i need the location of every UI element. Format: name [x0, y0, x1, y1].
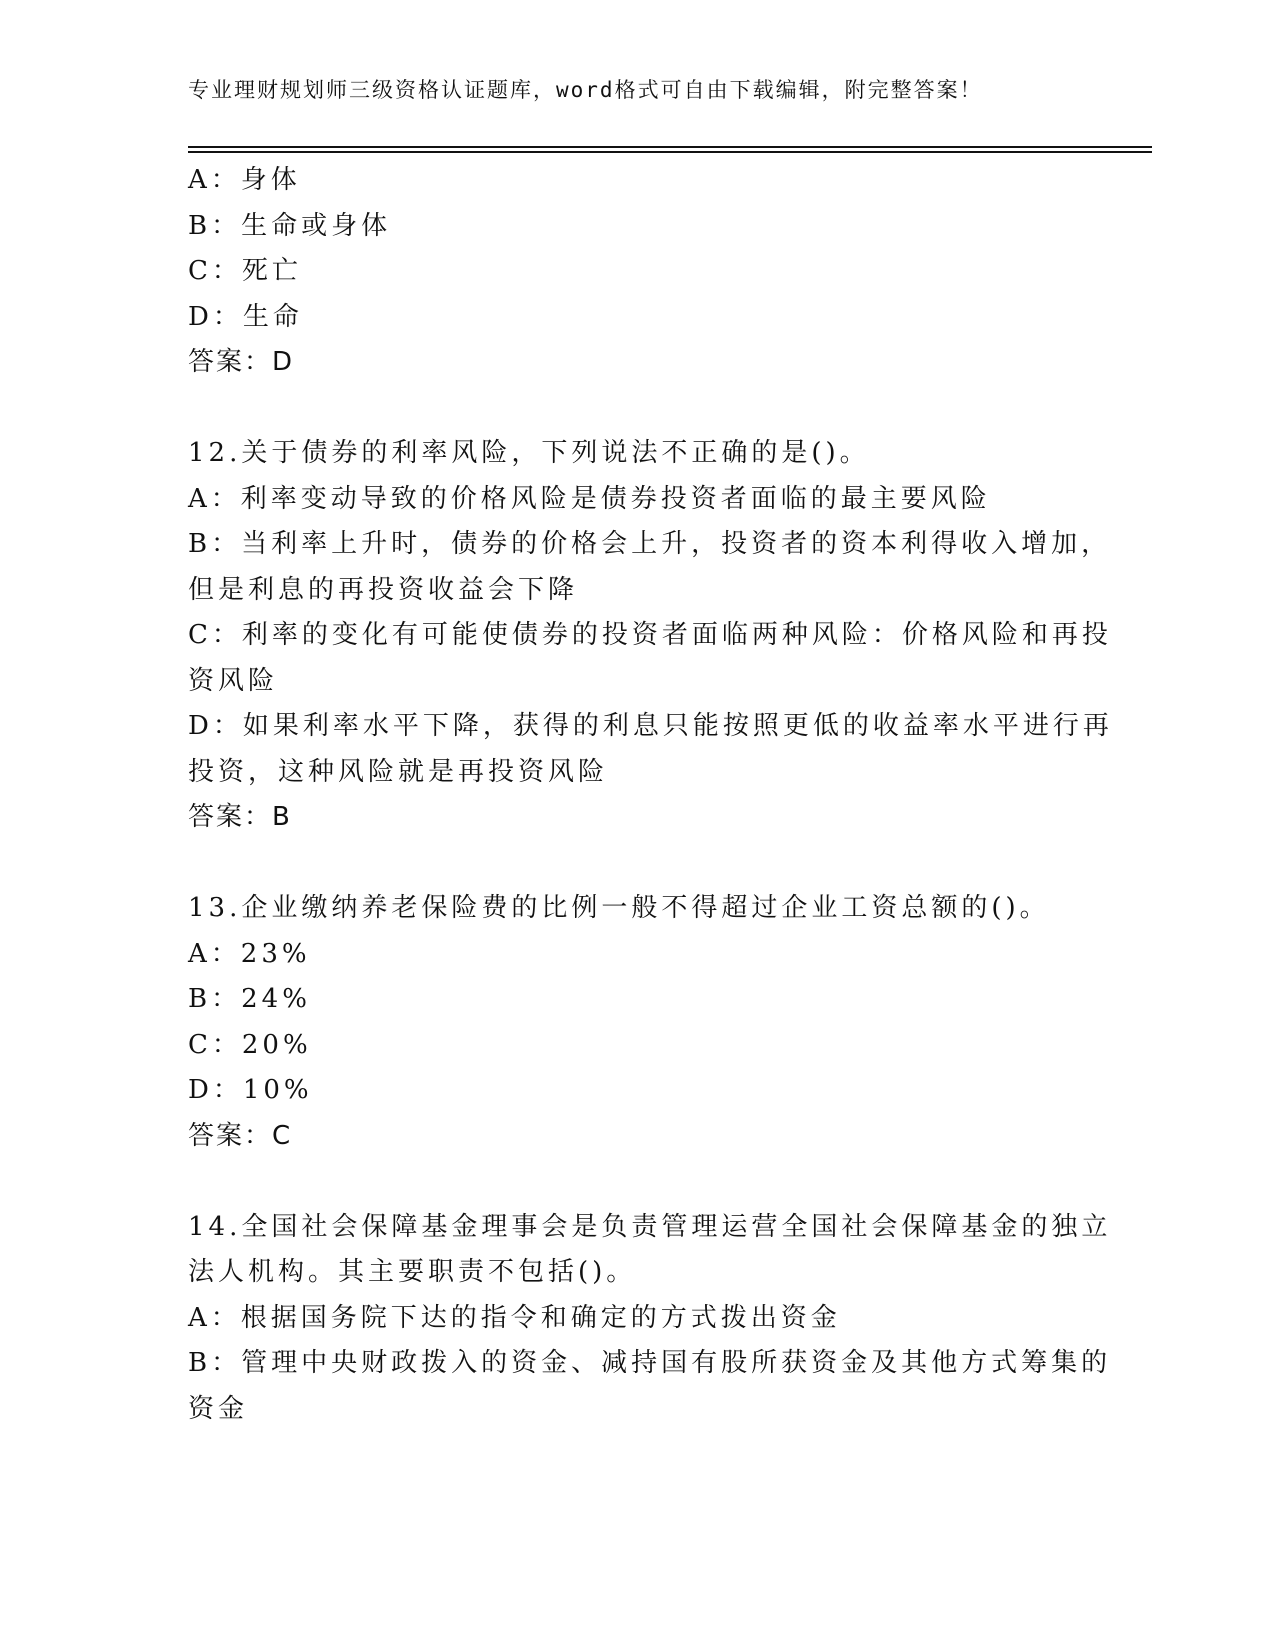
spacer [188, 841, 1088, 887]
spacer [188, 1159, 1088, 1205]
q13-option-c: C：20% [188, 1029, 312, 1060]
q13-option-b: B：24% [188, 984, 311, 1014]
q13-stem: 13.企业缴纳养老保险费的比例一般不得超过企业工资总额的()。 [188, 893, 1050, 923]
question-11 [188, 158, 1088, 386]
q13-option-d: D：10% [188, 1075, 313, 1105]
q14-option-a: A：根据国务院下达的指令和确定的方式拨出资金 [188, 1302, 841, 1333]
q13-answer: 答案：C [188, 1120, 293, 1151]
question-13 [188, 886, 1088, 1159]
question-12 [188, 431, 1113, 841]
q14-option-b: B：管理中央财政拨入的资金、减持国有股所获资金及其他方式筹集的 [188, 1348, 1112, 1378]
q12-option-c-cont: 资风险 [188, 665, 279, 696]
q12-answer: 答案：B [188, 802, 292, 832]
q12-option-b: B：当利率上升时，债券的价格会上升，投资者的资本利得收入增加， [188, 529, 1112, 559]
header-rule-bottom [188, 151, 1152, 153]
q14-option-b-cont: 资金 [188, 1393, 249, 1424]
q11-option-b: B：生命或身体 [188, 210, 392, 241]
q14-stem-line-1: 14.全国社会保障基金理事会是负责管理运营全国社会保障基金的独立 [188, 1211, 1112, 1242]
q11-option-c: C：死亡 [188, 256, 302, 286]
q12-option-b-cont: 但是利息的再投资收益会下降 [188, 574, 579, 605]
q11-answer: 答案：D [188, 347, 295, 377]
q14-stem-line-2: 法人机构。其主要职责不包括()。 [188, 1257, 637, 1287]
question-14 [188, 1205, 1112, 1433]
q12-stem: 12.关于债券的利率风险，下列说法不正确的是()。 [188, 438, 870, 468]
q11-option-d: D：生命 [188, 301, 303, 332]
q12-option-a: A：利率变动导致的价格风险是债券投资者面临的最主要风险 [188, 483, 991, 514]
header-rule-top [188, 146, 1152, 148]
q12-option-d-cont: 投资，这种风险就是再投资风险 [188, 756, 609, 787]
page-header: 专业理财规划师三级资格认证题库，word格式可自由下载编辑，附完整答案！ [188, 78, 983, 102]
q11-option-a: A：身体 [188, 165, 301, 195]
question-content [188, 158, 1113, 1432]
q12-option-c: C：利率的变化有可能使债券的投资者面临两种风险：价格风险和再投 [188, 620, 1112, 650]
q13-option-a: A：23% [188, 938, 311, 969]
spacer [188, 386, 1088, 432]
q12-option-d: D：如果利率水平下降，获得的利息只能按照更低的收益率水平进行再 [188, 711, 1113, 741]
